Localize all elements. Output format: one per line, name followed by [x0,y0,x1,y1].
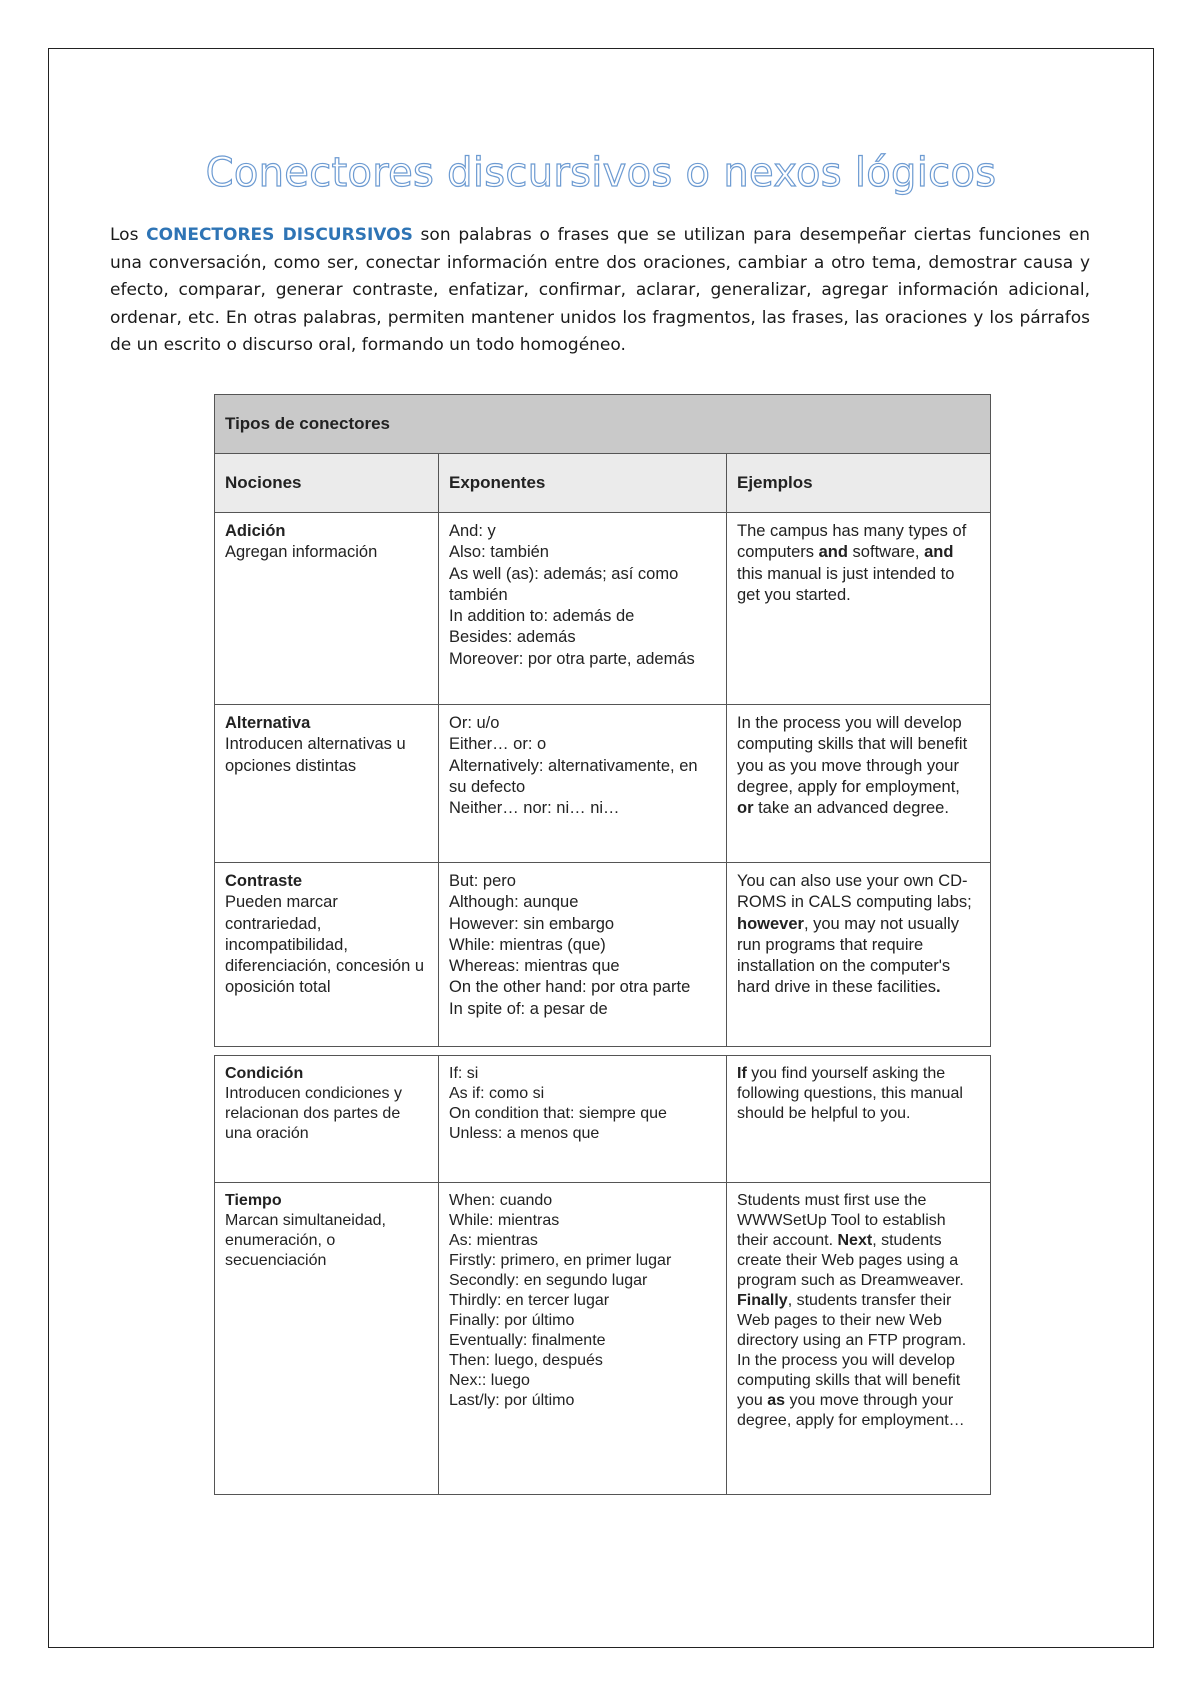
exponent-item: In spite of: a pesar de [449,999,608,1018]
notion-desc: Introducen alternativas u opciones distintas [225,735,406,775]
example-text: Students must first use the WWWSetUp Tool to establish their account. [737,1192,946,1249]
example-text: , students transfer their Web pages to their new Web directory using an FTP program. In the process you will develop computing skills that will benefit you [737,1292,967,1409]
example-connector: or [737,799,754,818]
exponents-cell [439,863,727,1047]
exponent-item: As: mientras [449,1232,538,1249]
exponent-item: Then: luego, después [449,1352,603,1369]
exponent-item: Alternatively: alternativamente, en su defecto [449,756,698,796]
exponent-item: Nex:: luego [449,1372,530,1389]
example-text: you find yourself asking the following questions, this manual should be helpful to you. [737,1065,963,1122]
example-text: this manual is just intended to get you started. [737,564,955,604]
intro-paragraph [110,222,1090,360]
exponent-item: Firstly: primero, en primer lugar [449,1252,672,1269]
exponent-item: Unless: a menos que [449,1125,600,1142]
exponent-item: Either… or: o [449,735,547,754]
example-cell [727,513,991,705]
page-title: Conectores discursivos o nexos lógicos [205,150,997,196]
exponent-item: Secondly: en segundo lugar [449,1272,648,1289]
notion-desc: Introducen condiciones y relacionan dos partes de una oración [225,1085,402,1142]
notion-cell [215,1056,439,1183]
table-row [215,705,991,863]
exponent-item: Eventually: finalmente [449,1332,606,1349]
exponents-cell [439,1056,727,1183]
exponent-item: Whereas: mientras que [449,957,620,976]
exponent-item: On condition that: siempre que [449,1105,667,1122]
notion-title: Condición [225,1065,304,1082]
exponent-item: Moreover: por otra parte, además [449,649,695,668]
notion-desc: Marcan simultaneidad, enumeración, o secuenciación [225,1212,386,1269]
example-connector: If [737,1065,747,1082]
example-connector: as [767,1392,786,1409]
exponent-item: However: sin embargo [449,914,615,933]
exponent-item: Thirdly: en tercer lugar [449,1292,610,1309]
exponent-item: When: cuando [449,1192,553,1209]
exponent-item: And: y [449,522,496,540]
exponent-item: But: pero [449,872,516,890]
example-connector: Next [837,1232,873,1249]
header-exponentes: Exponentes [439,454,727,513]
example-text: The campus has many types of computers [737,522,967,562]
example-cell [727,1056,991,1183]
example-text: you move through your degree, apply for employment… [737,1392,965,1429]
intro-body: son palabras o frases que se utilizan para desempeñar ciertas funciones en una conversación, como ser, conectar información entre dos oraciones, cambiar a otro tema, demostrar causa y efecto, comparar, generar contraste, enfatizar, confirmar, aclarar, generalizar, agregar información adicional, ordenar, etc. En otras palabras, permiten mantener unidos los fragmentos, las frases, las oraciones y los párrafos de un escrito o discurso oral, formando un todo homogéneo. [110,225,1090,355]
example-connector: however [737,914,804,933]
example-cell [727,863,991,1047]
intro-lead: Los [110,225,147,245]
exponents-cell [439,513,727,705]
exponent-item: If: si [449,1065,479,1082]
notion-title: Adición [225,522,286,540]
table-row [215,513,991,705]
example-text: software, [847,543,925,562]
notion-title: Tiempo [225,1192,282,1209]
exponent-item: Also: también [449,543,549,562]
exponent-item: In addition to: además de [449,607,635,626]
example-connector: and [818,543,848,562]
connectors-table [214,394,991,1047]
exponents-cell [439,1183,727,1495]
notion-title: Contraste [225,872,303,890]
example-connector: and [924,543,954,562]
example-connector: Finally [737,1292,788,1309]
example-connector: . [936,978,941,997]
notion-desc: Pueden marcar contrariedad, incompatibilidad, diferenciación, concesión u oposición total [225,893,425,997]
exponent-item: While: mientras [449,1212,560,1229]
intro-keyword: CONECTORES DISCURSIVOS [146,225,413,245]
example-text: take an advanced degree. [753,799,949,818]
example-text: , you may not usually run programs that require installation on the computer's hard drive in these facilities [737,914,959,997]
exponent-item: While: mientras (que) [449,935,606,954]
notion-title: Alternativa [225,714,311,732]
exponent-item: Or: u/o [449,714,500,732]
example-text: You can also use your own CD-ROMS in CALS computing labs; [737,872,972,912]
exponent-item: Besides: además [449,628,576,647]
notion-desc: Agregan información [225,543,378,562]
exponent-item: Although: aunque [449,893,579,912]
table-row [215,1056,991,1183]
header-ejemplos: Ejemplos [727,454,991,513]
notion-cell [215,863,439,1047]
exponent-item: Last/ly: por último [449,1392,575,1409]
exponents-cell [439,705,727,863]
example-text: In the process you will develop computing skills that will benefit you as you move through your degree, apply for employment, [737,714,968,796]
table-row [215,863,991,1047]
table-caption: Tipos de conectores [215,395,991,454]
connectors-table-continued [214,1055,991,1495]
exponent-item: As well (as): además; así como también [449,564,679,604]
exponent-item: On the other hand: por otra parte [449,978,691,997]
exponent-item: As if: como si [449,1085,545,1102]
header-nociones: Nociones [215,454,439,513]
example-cell [727,1183,991,1495]
example-cell [727,705,991,863]
notion-cell [215,1183,439,1495]
notion-cell [215,705,439,863]
exponent-item: Finally: por último [449,1312,575,1329]
example-text: , students create their Web pages using a program such as Dreamweaver. [737,1232,964,1289]
table-row [215,1183,991,1495]
exponent-item: Neither… nor: ni… ni… [449,799,620,818]
notion-cell [215,513,439,705]
